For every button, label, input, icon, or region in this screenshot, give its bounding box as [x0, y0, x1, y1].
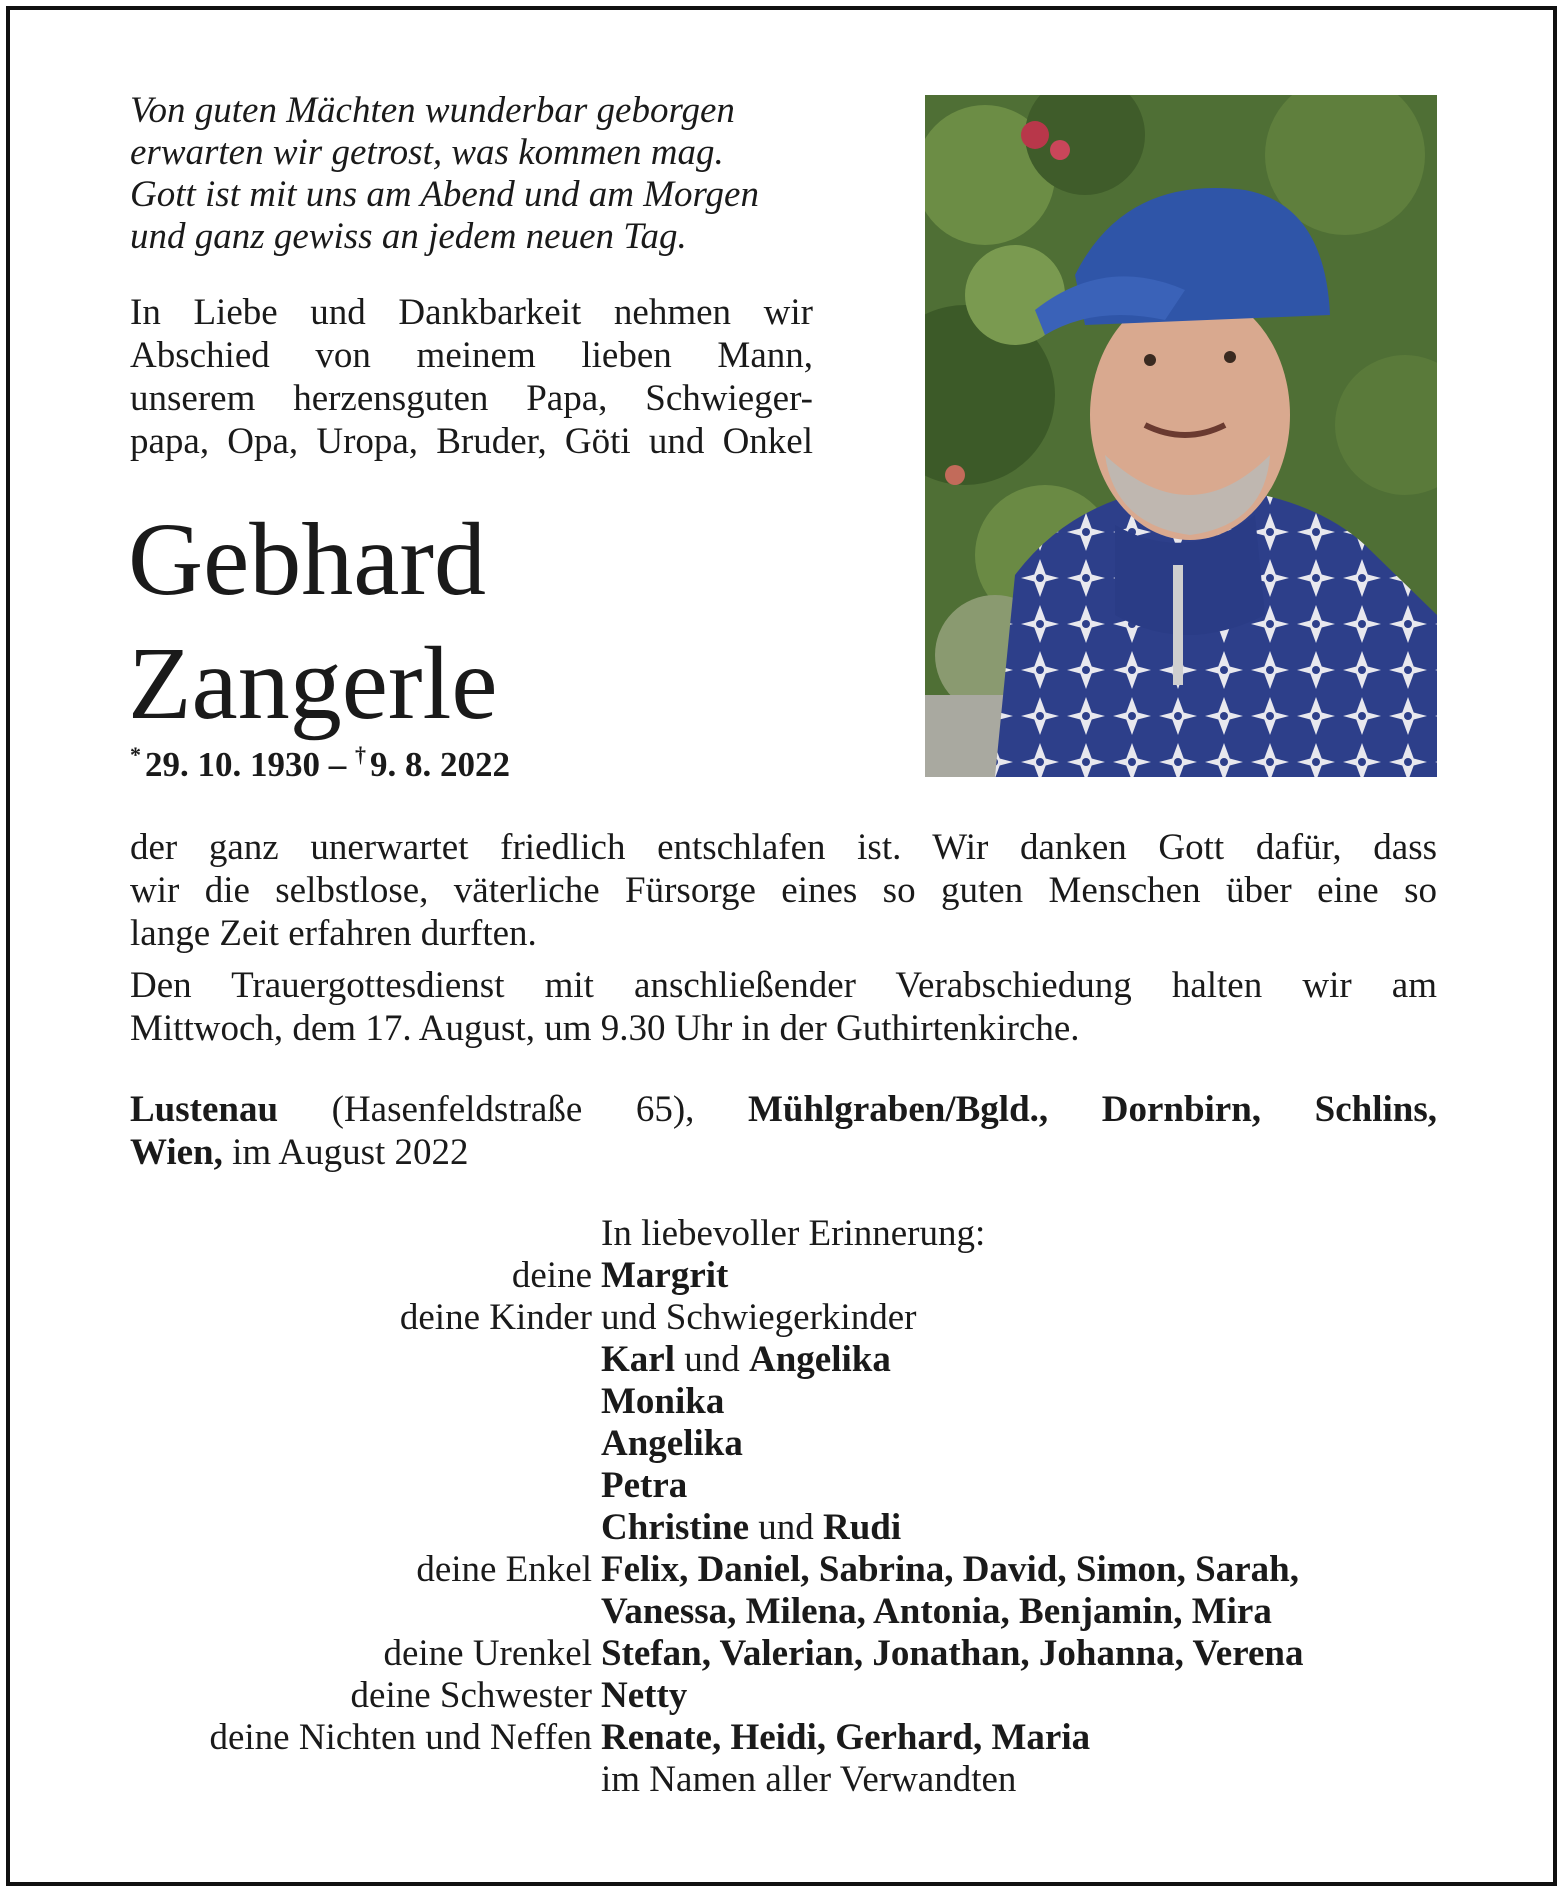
poem-line: und ganz gewiss an jedem neuen Tag.	[130, 216, 687, 257]
last-town: Wien,	[130, 1132, 223, 1173]
mourner-name: Angelika	[748, 1339, 891, 1380]
place-date: im August 2022	[222, 1132, 469, 1173]
portrait-illustration	[925, 95, 1437, 777]
other-towns: Mühlgraben/Bgld., Dornbirn, Schlins,	[747, 1089, 1437, 1130]
mourner-names: Stefan, Valerian, Jonathan, Johanna, Verena	[601, 1633, 1304, 1674]
death-date: 9. 8. 2022	[370, 745, 510, 784]
service-line: Mittwoch, dem 17. August, um 9.30 Uhr in der Guthirtenkirche.	[130, 1008, 1080, 1049]
life-dates	[130, 742, 510, 785]
poem	[130, 90, 830, 258]
mourner-name: Monika	[601, 1381, 725, 1422]
birth-symbol: *	[130, 742, 141, 767]
mourner-name: Rudi	[823, 1507, 902, 1548]
mourner-label: deine	[511, 1255, 592, 1296]
message-line: wir die selbstlose, väterliche Fürsorge eines so guten Menschen über eine so	[130, 870, 1437, 911]
mourner-label: deine Nichten und Neffen	[209, 1717, 592, 1758]
mourner-label: deine Kinder	[399, 1297, 592, 1338]
intro-line: papa, Opa, Uropa, Bruder, Göti und Onkel	[130, 421, 813, 462]
portrait-photo-icon	[925, 95, 1437, 777]
intro-line: unserem herzensguten Papa, Schwieger-	[130, 378, 813, 419]
address: (Hasenfeldstraße 65),	[278, 1089, 748, 1130]
mourner-name: Angelika	[601, 1423, 743, 1464]
poem-line: Von guten Mächten wunderbar geborgen	[130, 90, 735, 131]
mourner-label: deine Enkel	[416, 1549, 592, 1590]
message-line: lange Zeit erfahren durften.	[130, 913, 537, 954]
poem-line: Gott ist mit uns am Abend und am Morgen	[130, 174, 759, 215]
mourner-label: deine Schwester	[350, 1675, 592, 1716]
mourner-name: Petra	[601, 1465, 688, 1506]
service-line: Den Trauergottesdienst mit anschließender Verabschiedung halten wir am	[130, 965, 1437, 1006]
mourner-name: Karl	[601, 1339, 675, 1380]
and-word: und	[674, 1339, 749, 1380]
intro-line: In Liebe und Dankbarkeit nehmen wir	[130, 292, 813, 333]
deceased-name	[128, 498, 498, 746]
mourner-name: Netty	[601, 1675, 688, 1716]
message-line: der ganz unerwartet friedlich entschlafen ist. Wir danken Gott dafür, dass	[130, 827, 1437, 868]
mourner-label: deine Urenkel	[383, 1633, 592, 1674]
mourner-names: Renate, Heidi, Gerhard, Maria	[601, 1717, 1091, 1758]
birth-date: 29. 10. 1930	[145, 745, 320, 784]
mourner-name: Christine	[601, 1507, 749, 1548]
mourner-name: Margrit	[601, 1255, 729, 1296]
mourner-names: Vanessa, Milena, Antonia, Benjamin, Mira	[601, 1591, 1272, 1632]
mourners-list	[0, 1213, 1567, 1801]
poem-line: erwarten wir getrost, was kommen mag.	[130, 132, 724, 173]
message-block	[130, 826, 1437, 1050]
intro-text	[130, 291, 813, 463]
date-separator: –	[320, 745, 355, 784]
closing-line: im Namen aller Verwandten	[601, 1759, 1017, 1800]
town: Lustenau	[130, 1089, 279, 1130]
and-word: und	[749, 1507, 823, 1548]
death-symbol: †	[355, 742, 366, 767]
mourner-names: Felix, Daniel, Sabrina, David, Simon, Sarah,	[601, 1549, 1299, 1590]
intro-line: Abschied von meinem lieben Mann,	[130, 335, 813, 376]
last-name: Zangerle	[128, 626, 498, 741]
children-intro: und Schwiegerkinder	[601, 1297, 917, 1338]
places-block	[130, 1088, 1437, 1174]
mourners-heading: In liebevoller Erinnerung:	[601, 1213, 986, 1254]
first-name: Gebhard	[128, 502, 487, 617]
